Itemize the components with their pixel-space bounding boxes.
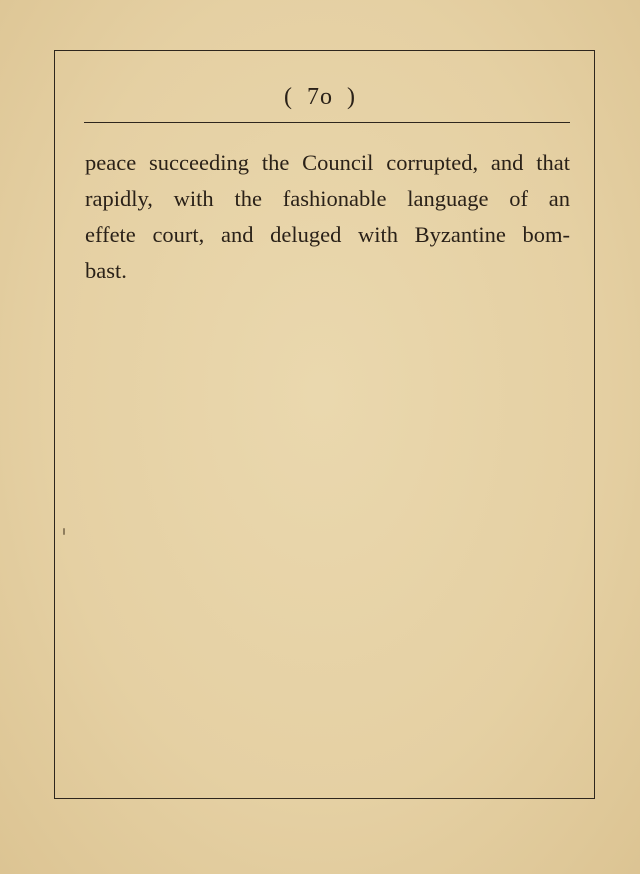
body-text — [85, 145, 570, 289]
header-rule — [84, 122, 570, 123]
page-number — [0, 84, 640, 111]
text-line: bast. — [85, 258, 127, 283]
page-number-close-paren: ) — [347, 84, 356, 110]
paper-speck — [63, 528, 65, 535]
text-line: rapidly, with the fashionable language of an — [85, 186, 570, 211]
text-line: peace succeeding the Council corrupted, and that — [85, 150, 570, 175]
text-line: effete court, and deluged with Byzantine bom- — [85, 222, 570, 247]
page-number-open-paren: ( — [284, 84, 293, 110]
page-number-value: 7o — [307, 84, 333, 110]
